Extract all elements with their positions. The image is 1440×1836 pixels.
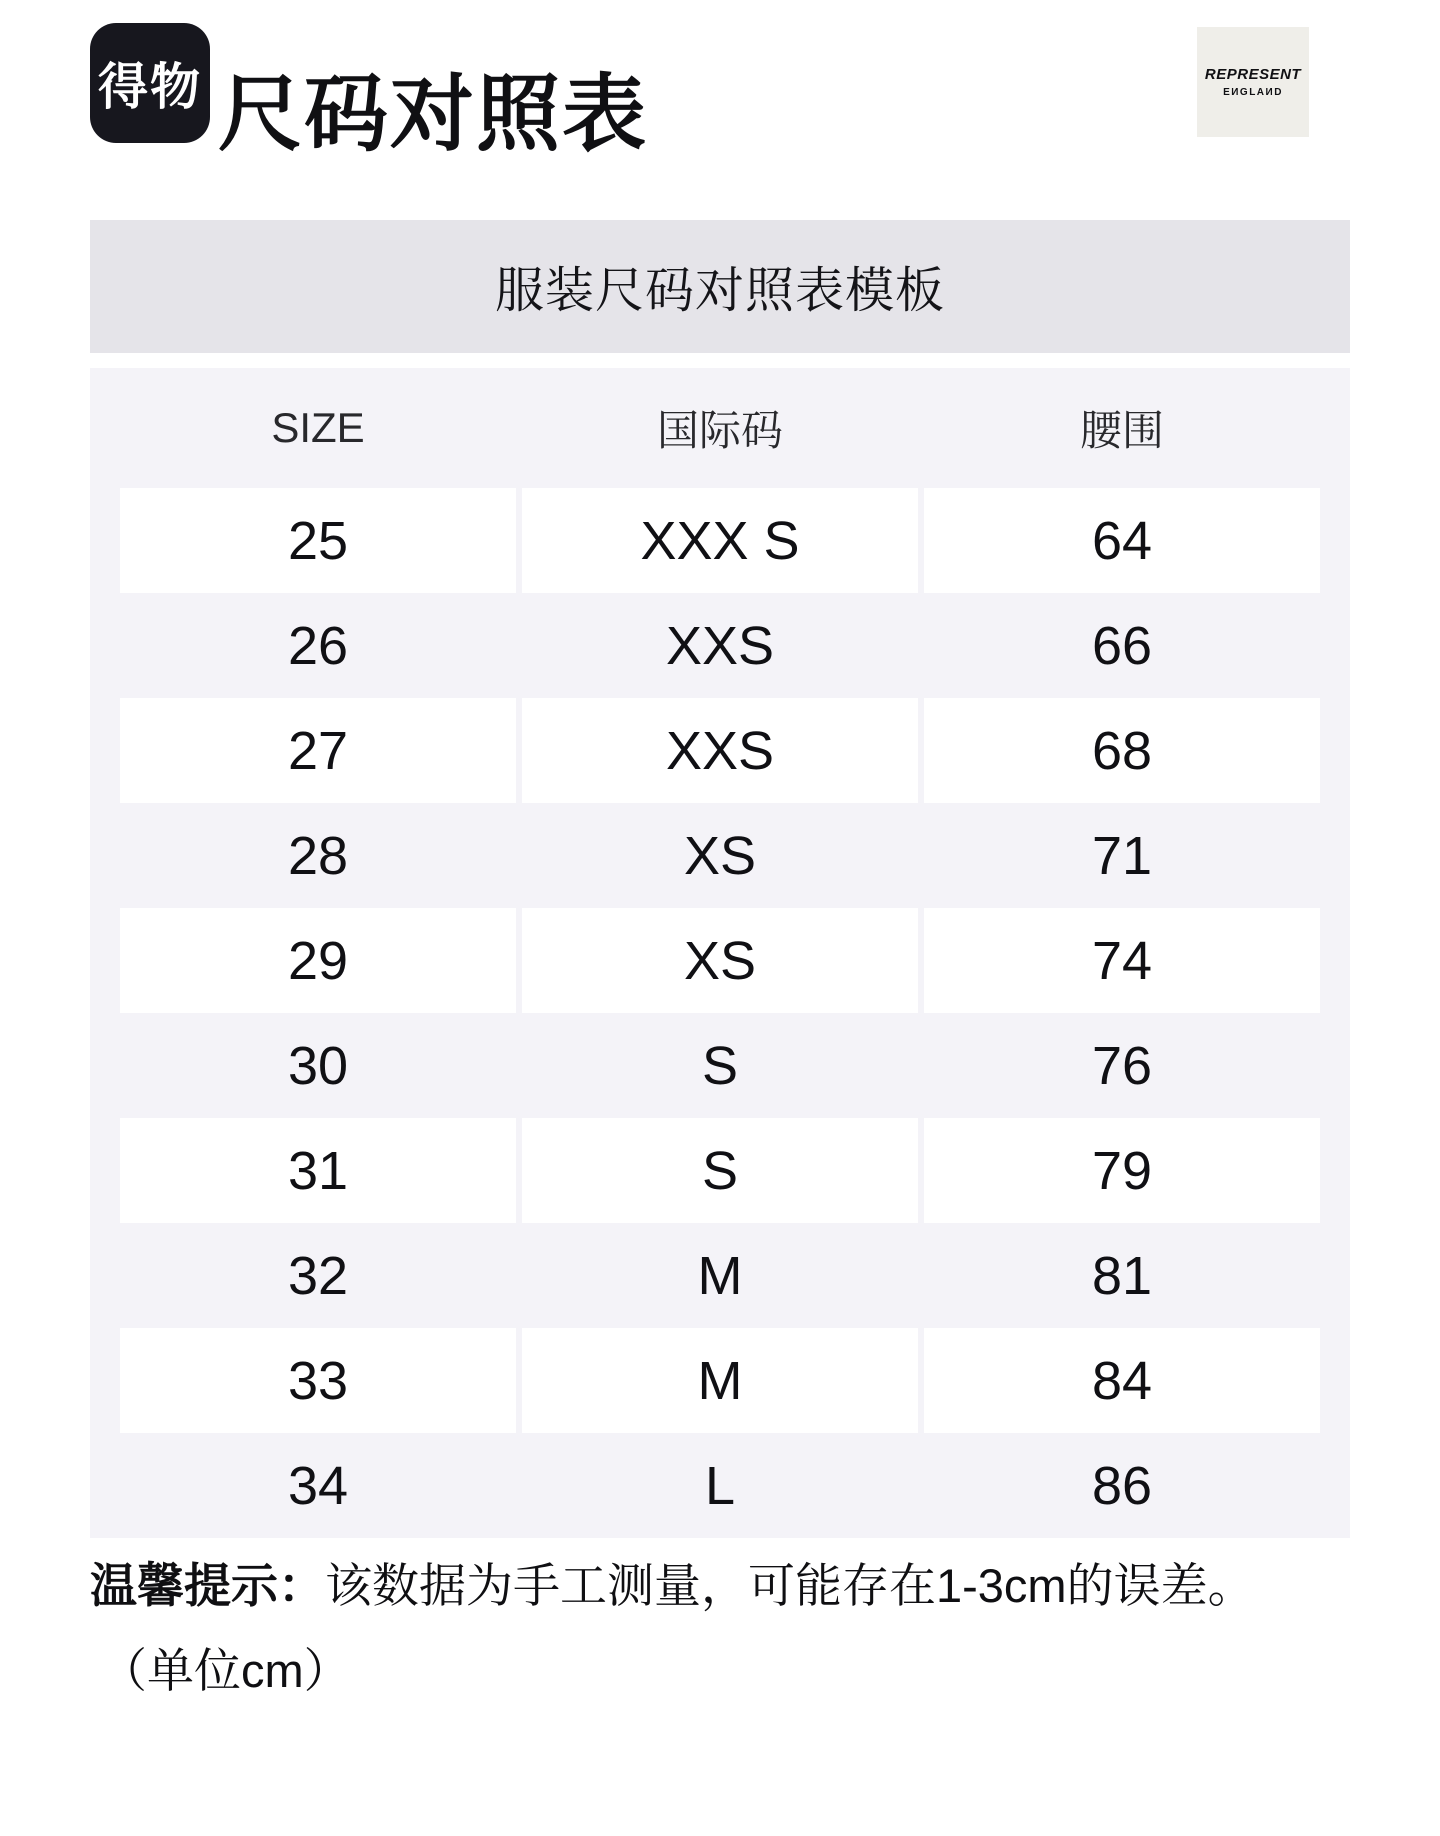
table-cell: 84 (924, 1328, 1320, 1433)
table-cell: S (522, 1118, 918, 1223)
size-table (90, 368, 1350, 1538)
table-row (120, 1013, 1320, 1118)
table-cell: 31 (120, 1118, 516, 1223)
table-cell: 27 (120, 698, 516, 803)
table-cell: M (697, 1245, 743, 1306)
footer-note (90, 1543, 1370, 1713)
table-row (120, 803, 1320, 908)
table-cell: L (704, 1455, 736, 1516)
measurement-note (90, 1543, 1370, 1628)
unit-note: （单位cm） (100, 1644, 351, 1697)
table-row (120, 593, 1320, 698)
table-row (120, 1433, 1320, 1538)
table-cell: 86 (1091, 1455, 1153, 1516)
column-header: 腰围 (1079, 407, 1164, 454)
brand-patch-name: REPRESENT (1204, 66, 1302, 83)
table-cell: M (522, 1328, 918, 1433)
column-header: SIZE (271, 404, 365, 451)
table-row (120, 1223, 1320, 1328)
table-cell: 33 (120, 1328, 516, 1433)
table-cell: XS (522, 908, 918, 1013)
table-cell: 79 (924, 1118, 1320, 1223)
table-title-banner (90, 220, 1350, 353)
table-cell: 66 (1091, 615, 1153, 676)
column-header: 国际码 (656, 407, 783, 454)
dewu-logo-text: 得物 (98, 59, 202, 115)
table-cell: XXS (665, 615, 775, 676)
table-cell: 68 (924, 698, 1320, 803)
table-row (120, 1118, 1320, 1223)
table-cell: XS (683, 825, 757, 886)
represent-brand-patch (1197, 27, 1309, 137)
table-header-row (90, 368, 1350, 488)
table-cell: 71 (1091, 825, 1153, 886)
table-cell: 76 (1091, 1035, 1153, 1096)
table-cell: XXS (522, 698, 918, 803)
table-cell: 30 (287, 1035, 349, 1096)
table-cell: 32 (287, 1245, 349, 1306)
table-cell: 81 (1091, 1245, 1153, 1306)
table-cell: 29 (120, 908, 516, 1013)
dewu-logo (90, 23, 210, 143)
table-cell: 26 (287, 615, 349, 676)
table-cell: S (701, 1035, 739, 1096)
note-text: 该数据为手工测量，可能存在1-3cm的误差。 (325, 1559, 1255, 1612)
note-label: 温馨提示： (90, 1559, 325, 1612)
table-row (120, 698, 1320, 803)
table-cell: 64 (924, 488, 1320, 593)
table-cell: 28 (287, 825, 349, 886)
table-cell: 74 (924, 908, 1320, 1013)
table-body (90, 488, 1350, 1538)
table-cell: XXX S (522, 488, 918, 593)
page-title: 尺码对照表 (218, 67, 649, 161)
table-row (120, 908, 1320, 1013)
table-row (120, 488, 1320, 593)
brand-patch-subtext: EИGLAИD (1223, 87, 1283, 98)
table-row (120, 1328, 1320, 1433)
banner-title: 服装尺码对照表模板 (494, 263, 945, 318)
table-cell: 25 (120, 488, 516, 593)
table-cell: 34 (287, 1455, 349, 1516)
